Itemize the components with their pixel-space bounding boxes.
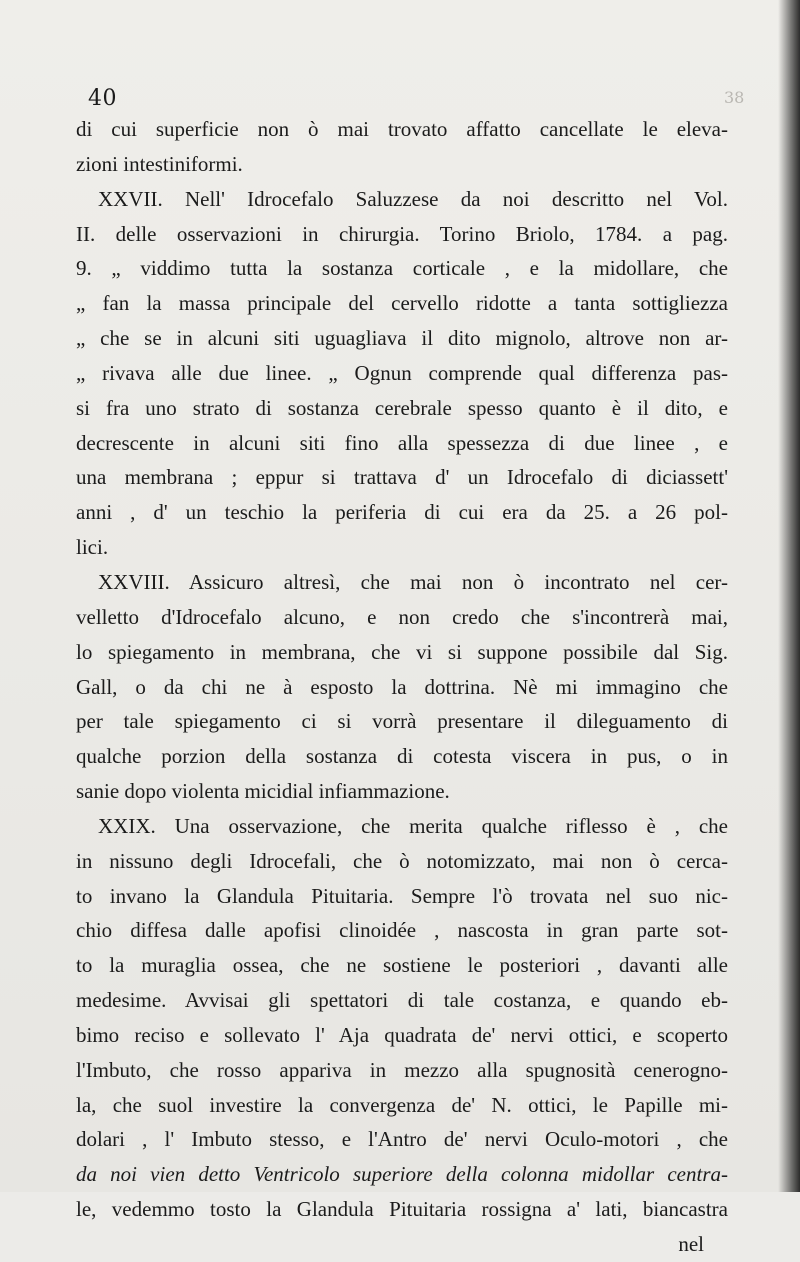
text-line: to la muraglia ossea, che ne sostiene le posteriori , davanti alle <box>76 953 728 978</box>
text-line: dolari , l' Imbuto stesso, e l'Antro de' nervi Oculo-motori , che <box>76 1127 728 1152</box>
text-line: si fra uno strato di sostanza cerebrale spesso quanto è il dito, e <box>76 395 728 420</box>
section-xxviii-start: XXVIII. Assicuro altresì, che mai non ò incontrato nel cer- <box>98 569 728 594</box>
text-line: bimo reciso e sollevato l' Aja quadrata de' nervi ottici, e scoperto <box>76 1022 728 1047</box>
text-line: medesime. Avvisai gli spettatori di tale costanza, e quando eb- <box>76 988 728 1013</box>
page-edge-shadow <box>778 0 800 1192</box>
text-line: to invano la Glandula Pituitaria. Sempre l'ò trovata nel suo nic- <box>76 883 728 908</box>
text-line: per tale spiegamento ci si vorrà presentare il dileguamento di <box>76 709 728 734</box>
text-line: „ fan la massa principale del cervello ridotte a tanta sottigliezza <box>76 291 728 316</box>
text-line: l'Imbuto, che rosso appariva in mezzo alla spugnosità cenerogno- <box>76 1057 728 1082</box>
section-xxvii-start: XXVII. Nell' Idrocefalo Saluzzese da noi descritto nel Vol. <box>98 186 728 211</box>
bleed-through-page-number: 38 <box>724 88 745 107</box>
text-line: decrescente in alcuni siti fino alla spessezza di due linee , e <box>76 430 728 455</box>
body-text <box>76 112 728 1262</box>
text-line: 9. „ viddimo tutta la sostanza corticale , e la midollare, che <box>76 256 728 281</box>
text-line: la, che suol investire la convergenza de' N. ottici, le Papille mi- <box>76 1092 728 1117</box>
section-xxix-start: XXIX. Una osservazione, che merita qualche riflesso è , che <box>98 813 728 838</box>
text-line: anni , d' un teschio la periferia di cui era da 25. a 26 pol- <box>76 500 728 525</box>
text-line: chio diffesa dalle apofisi clinoidée , nascosta in gran parte sot- <box>76 918 728 943</box>
text-line: zioni intestiniformi. <box>76 151 243 176</box>
text-line-italic-phrase: una membrana ; eppur si trattava d' un Idrocefalo di diciassett' <box>76 465 728 490</box>
text-line: II. delle osservazioni in chirurgia. Torino Briolo, 1784. a pag. <box>76 221 728 246</box>
text-line: sanie dopo violenta micidial infiammazione. <box>76 779 450 804</box>
text-line: velletto d'Idrocefalo alcuno, e non credo che s'incontrerà mai, <box>76 604 728 629</box>
text-line: lo spiegamento in membrana, che vi si suppone possibile dal Sig. <box>76 639 728 664</box>
text-line: le, vedemmo tosto la Glandula Pituitaria rossigna a' lati, biancastra <box>76 1197 728 1222</box>
catchword: nel <box>678 1232 704 1256</box>
text-line: qualche porzion della sostanza di cotesta viscera in pus, o in <box>76 744 728 769</box>
page-number: 40 <box>88 86 117 111</box>
text-line: „ rivava alle due linee. „ Ognun comprende qual differenza pas- <box>76 360 728 385</box>
text-line-italic: da noi vien detto Ventricolo superiore della colonna midollar centra- <box>76 1162 728 1187</box>
text-line: Gall, o da chi ne à esposto la dottrina. Nè mi immagino che <box>76 674 728 699</box>
text-line: di cui superficie non ò mai trovato affatto cancellate le eleva- <box>76 117 728 141</box>
text-line: in nissuno degli Idrocefali, che ò notomizzato, mai non ò cerca- <box>76 848 728 873</box>
text-line: lici. <box>76 535 109 560</box>
text-line: „ che se in alcuni siti uguagliava il dito mignolo, altrove non ar- <box>76 326 728 351</box>
